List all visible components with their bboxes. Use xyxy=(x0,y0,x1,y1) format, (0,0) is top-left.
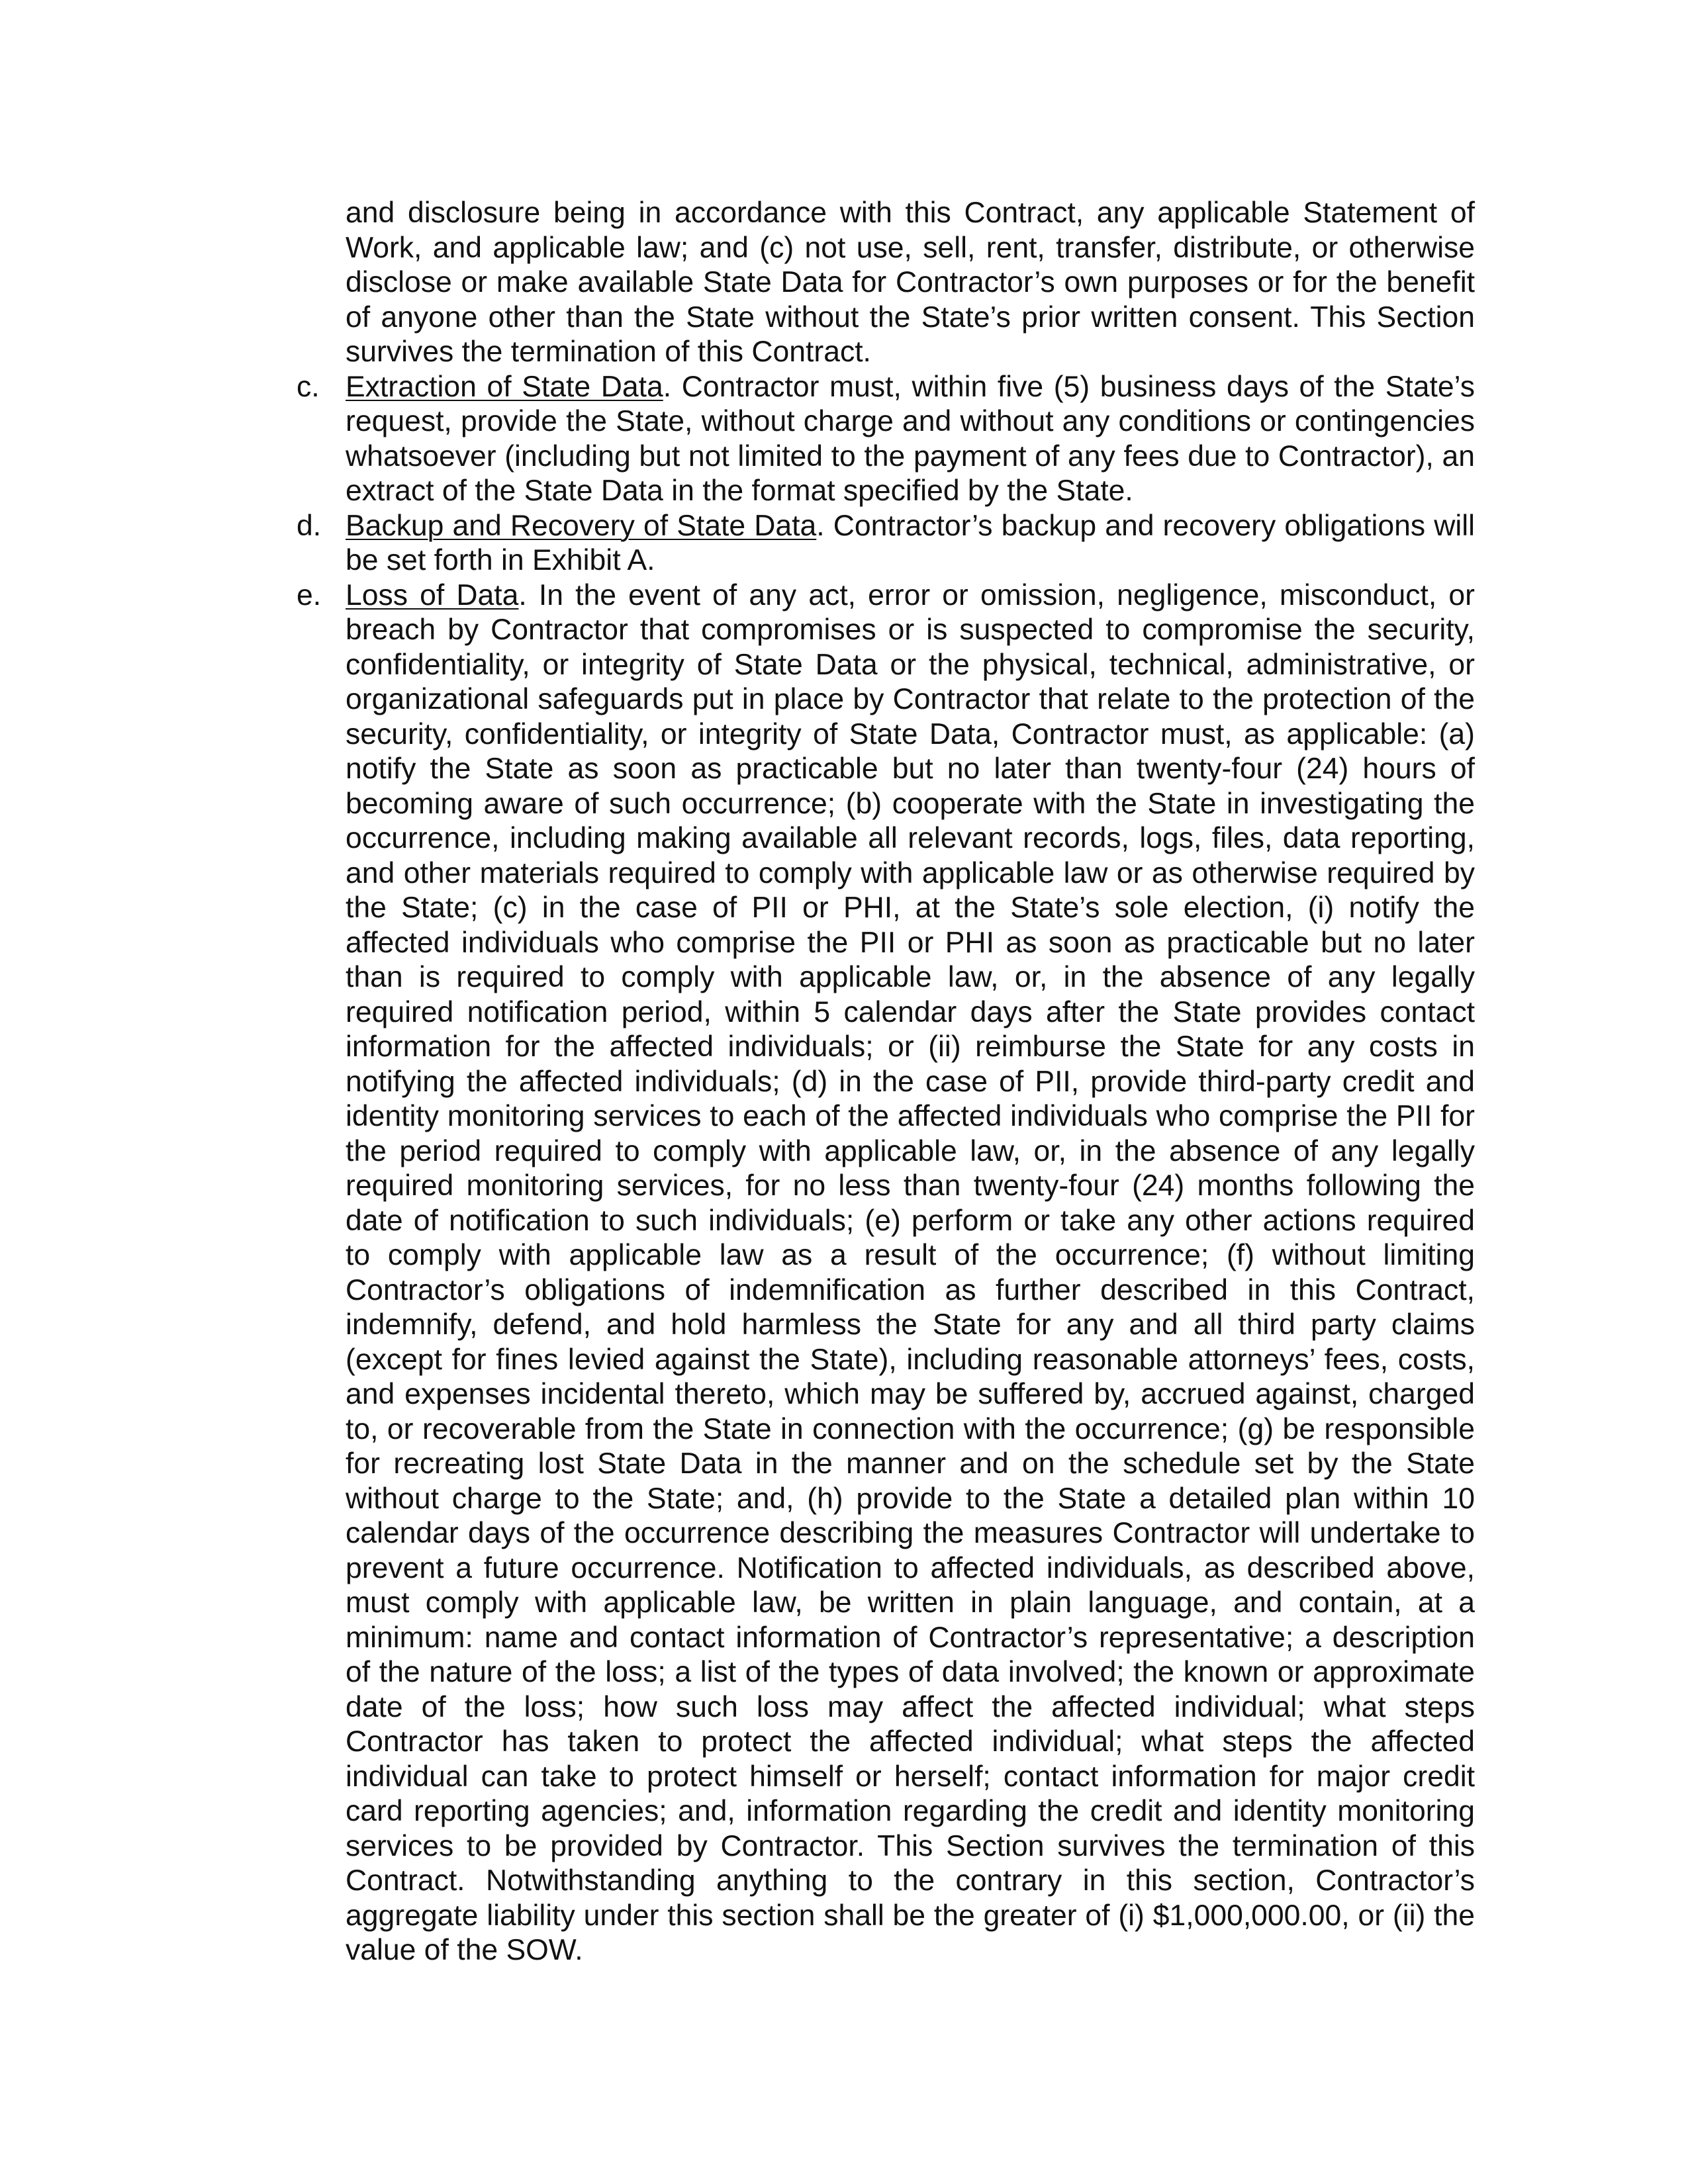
section-body: . Contractor’s backup and recovery obligations will be set forth in Exhibit A. xyxy=(346,509,1475,576)
list-item-e xyxy=(297,578,1475,1968)
section-heading-extraction: Extraction of State Data xyxy=(346,370,663,403)
section-body: . In the event of any act, error or omission, negligence, misconduct, or breach by Contractor that compromises or is suspected to compromise the security, confidentiality, or integrity of State Data or the physical, technical, administrative, or organizational safeguards put in place by Contractor that relate to the protection of the security, confidentiality, or integrity of State Data, Contractor must, as applicable: (a) notify the State as soon as practicable but no later than twenty-four (24) hours of becoming aware of such occurrence; (b) cooperate with the State in investigating the occurrence, including making available all relevant records, logs, files, data reporting, and other materials required to comply with applicable law or as otherwise required by the State; (c) in the case of PII or PHI, at the State’s sole election, (i) notify the affected individuals who comprise the PII or PHI as soon as practicable but no later than is required to comply with applicable law, or, in the absence of any legally required notification period, within 5 calendar days after the State provides contact information for the affected individuals; or (ii) reimburse the State for any costs in notifying the affected individuals; (d) in the case of PII, provide third-party credit and identity monitoring services to each of the affected individuals who comprise the PII for the period required to comply with applicable law, or, in the absence of any legally required monitoring services, for no less than twenty-four (24) months following the date of notification to such individuals; (e) perform or take any other actions required to comply with applicable law as a result of the occurrence; (f) without limiting Contractor’s obligations of indemnification as further described in this Contract, indemnify, defend, and hold harmless the State for any and all third party claims (except for fines levied against the State), including reasonable attorneys’ fees, costs, and expenses incidental thereto, which may be suffered by, accrued against, charged to, or recoverable from the State in connection with the occurrence; (g) be responsible for recreating lost State Data in the manner and on the schedule set by the State without charge to the State; and, (h) provide to the State a detailed plan within 10 calendar days of the occurrence describing the measures Contractor will undertake to prevent a future occurrence. Notification to affected individuals, as described above, must comply with applicable law, be written in plain language, and contain, at a minimum: name and contact information of Contractor’s representative; a description of the nature of the loss; a list of the types of data involved; the known or approximate date of the loss; how such loss may affect the affected individual; what steps Contractor has taken to protect the affected individual; what steps the affected individual can take to protect himself or herself; contact information for major credit card reporting agencies; and, information regarding the credit and identity monitoring services to be provided by Contractor. This Section survives the termination of this Contract. Notwithstanding anything to the contrary in this section, Contractor’s aggregate liability under this section shall be the greater of (i) $1,000,000.00, or (ii) the value of the SOW. xyxy=(346,578,1475,1966)
list-item-c xyxy=(297,370,1475,509)
section-body: . Contractor must, within five (5) business days of the State’s request, provide the State, without charge and without any conditions or contingencies whatsoever (including but not limited to the payment of any fees due to Contractor), an extract of the State Data in the format specified by the State. xyxy=(346,370,1475,507)
section-heading-loss-of-data: Loss of Data xyxy=(346,578,519,612)
list-marker: e. xyxy=(297,578,322,612)
section-heading-backup: Backup and Recovery of State Data xyxy=(346,509,817,542)
document-body xyxy=(297,196,1475,1968)
list-marker: c. xyxy=(297,370,320,403)
list-item-d xyxy=(297,509,1475,578)
list-marker: d. xyxy=(297,509,322,542)
continuation-paragraph xyxy=(297,196,1475,370)
continuation-text: and disclosure being in accordance with this Contract, any applicable Statement of Work, and applicable law; and (c) not use, sell, rent, transfer, distribute, or otherwise disclose or make available State Data for Contractor’s own purposes or for the benefit of anyone other than the State without the State’s prior written consent. This Section survives the termination of this Contract. xyxy=(346,197,1475,368)
